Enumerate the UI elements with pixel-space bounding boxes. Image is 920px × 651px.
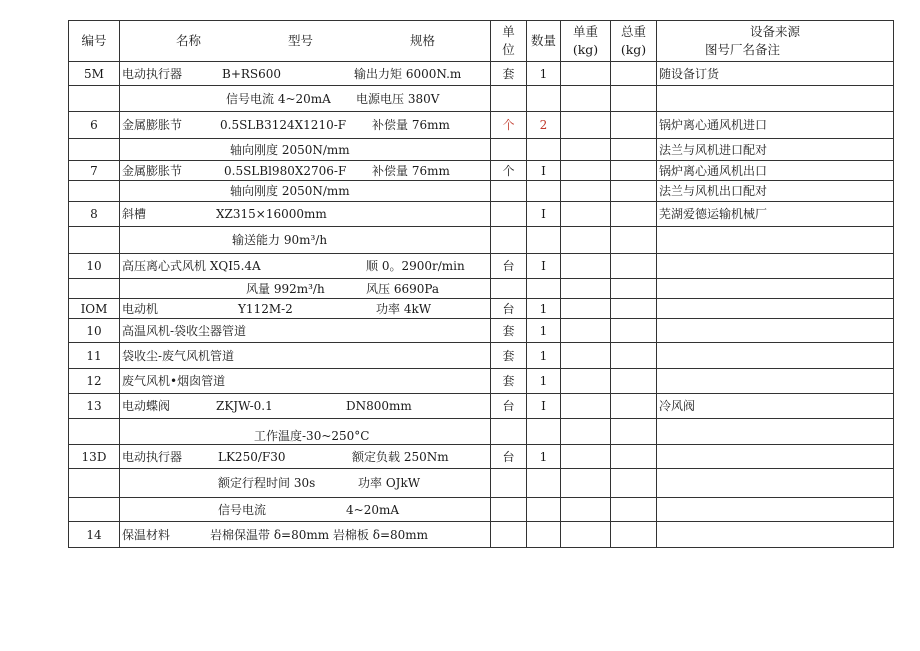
- row-name: 电动蝶阀: [122, 399, 171, 413]
- row-code: 6: [69, 112, 120, 139]
- row-code: 14: [69, 522, 120, 548]
- row-sub-a: 轴向刚度 2050N∕mm: [230, 142, 350, 157]
- header-labels: [122, 34, 488, 48]
- header-total-weight-line2: (kg): [620, 42, 647, 57]
- row-desc-line: [122, 118, 488, 132]
- row-desc: [120, 181, 491, 202]
- row-desc: [120, 254, 491, 279]
- equipment-list-sheet: [68, 20, 893, 548]
- row-spec: 额定负载 250Nm: [352, 449, 449, 464]
- row-name: 电动机: [122, 301, 159, 316]
- row-model: 岩棉保温带 δ=80mm 岩棉板 δ=80mm: [210, 527, 429, 542]
- row-total-weight: [611, 181, 657, 202]
- row-source: 冷风阀: [657, 394, 894, 419]
- row-desc-line: [122, 184, 488, 198]
- table-row: [69, 139, 894, 161]
- row-code: 8: [69, 202, 120, 227]
- header-row: [69, 21, 894, 62]
- row-qty: 1: [527, 299, 561, 319]
- row-total-weight: [611, 227, 657, 254]
- row-desc-line: [122, 425, 488, 443]
- row-source: [657, 522, 894, 548]
- row-total-weight: [611, 161, 657, 181]
- row-code: [69, 469, 120, 498]
- header-code: 编号: [69, 21, 120, 62]
- row-desc-line: [122, 233, 488, 247]
- row-desc: [120, 112, 491, 139]
- header-total-weight: [611, 21, 657, 62]
- table-row: [69, 161, 894, 181]
- row-name: 斜槽: [122, 207, 147, 221]
- row-source: 锅炉离心通风机出口: [657, 161, 894, 181]
- row-qty: 1: [527, 445, 561, 469]
- row-source: 随设备订货: [657, 62, 894, 86]
- row-total-weight: [611, 202, 657, 227]
- row-qty: 1: [527, 369, 561, 394]
- row-unit: [491, 202, 527, 227]
- row-total-weight: [611, 139, 657, 161]
- header-name: 名称: [176, 33, 202, 48]
- row-unit-weight: [561, 419, 611, 445]
- row-desc-line: [122, 302, 488, 316]
- row-desc: [120, 202, 491, 227]
- row-code: [69, 279, 120, 299]
- row-unit: [491, 86, 527, 112]
- row-total-weight: [611, 498, 657, 522]
- row-unit-weight: [561, 112, 611, 139]
- row-desc: [120, 419, 491, 445]
- row-name: 高温风机-袋收尘器管道: [120, 319, 491, 343]
- row-total-weight: [611, 299, 657, 319]
- row-qty: 1: [527, 319, 561, 343]
- row-sub-a: 风量 992m³/h: [246, 281, 325, 296]
- row-unit-weight: [561, 254, 611, 279]
- row-sub-a: 输送能力 90m³∕h: [232, 233, 328, 247]
- row-total-weight: [611, 62, 657, 86]
- row-unit: [491, 498, 527, 522]
- table-row: [69, 445, 894, 469]
- row-unit: 台: [491, 254, 527, 279]
- row-source: [657, 254, 894, 279]
- row-name: 电动执行器: [122, 66, 183, 81]
- row-source: 锅炉离心通风机进口: [657, 112, 894, 139]
- row-source: [657, 319, 894, 343]
- row-desc-line: [122, 528, 488, 542]
- row-total-weight: [611, 522, 657, 548]
- row-qty: 2: [527, 112, 561, 139]
- row-source: 芜湖爱德运输机械厂: [657, 202, 894, 227]
- row-qty: I: [527, 202, 561, 227]
- header-unit-weight-line2: (kg): [572, 42, 599, 57]
- row-sub-a: 信号电流: [218, 502, 267, 517]
- row-sub-b: 4~20mA: [346, 502, 400, 517]
- table-row: [69, 369, 894, 394]
- row-code: 12: [69, 369, 120, 394]
- row-unit: 套: [491, 319, 527, 343]
- row-desc-line: [122, 67, 488, 81]
- row-desc: [120, 522, 491, 548]
- row-model: Y112M-2: [238, 301, 293, 316]
- row-spec: DN800mm: [346, 399, 412, 413]
- row-code: 13D: [69, 445, 120, 469]
- header-total-weight-line1: 总重: [620, 24, 646, 39]
- row-spec: 补偿量 76mm: [372, 118, 450, 132]
- row-unit: [491, 227, 527, 254]
- row-desc-line: [122, 92, 488, 106]
- row-total-weight: [611, 112, 657, 139]
- row-unit: [491, 419, 527, 445]
- row-total-weight: [611, 445, 657, 469]
- row-desc: [120, 469, 491, 498]
- row-sub-a: 工作温度-30~250°C: [254, 428, 370, 443]
- row-unit-weight: [561, 181, 611, 202]
- table-row: [69, 522, 894, 548]
- table-row: [69, 419, 894, 445]
- table-row: [69, 279, 894, 299]
- row-total-weight: [611, 469, 657, 498]
- row-unit: 台: [491, 299, 527, 319]
- row-desc-line: [122, 476, 488, 490]
- row-name: 废气风机•烟囱管道: [120, 369, 491, 394]
- row-unit: 套: [491, 62, 527, 86]
- row-qty: [527, 522, 561, 548]
- row-unit-weight: [561, 369, 611, 394]
- row-name: 金属膨胀节: [122, 163, 183, 178]
- row-desc: [120, 445, 491, 469]
- row-model: LK250/F30: [218, 449, 286, 464]
- row-source: [657, 299, 894, 319]
- row-source: [657, 419, 894, 445]
- table-row: [69, 394, 894, 419]
- row-source: [657, 498, 894, 522]
- row-unit-weight: [561, 139, 611, 161]
- row-desc: [120, 62, 491, 86]
- row-sub-b: 风压 6690Pa: [366, 281, 440, 296]
- table-row: [69, 227, 894, 254]
- row-unit-weight: [561, 498, 611, 522]
- row-desc-line: [122, 450, 488, 464]
- row-qty: 1: [527, 62, 561, 86]
- row-qty: 1: [527, 343, 561, 369]
- table-row: [69, 181, 894, 202]
- row-model: ZKJW-0.1: [216, 399, 273, 413]
- row-unit-weight: [561, 445, 611, 469]
- row-unit-weight: [561, 469, 611, 498]
- header-model: 型号: [288, 33, 314, 48]
- row-source: [657, 86, 894, 112]
- row-unit-weight: [561, 343, 611, 369]
- table-row: [69, 498, 894, 522]
- row-source: 法兰与风机出口配对: [657, 181, 894, 202]
- row-qty: I: [527, 394, 561, 419]
- row-unit: 台: [491, 445, 527, 469]
- row-desc-line: [122, 259, 488, 273]
- row-sub-a: 轴向刚度 2050N∕mm: [230, 184, 350, 198]
- table-row: [69, 112, 894, 139]
- row-unit: [491, 279, 527, 299]
- table-row: [69, 86, 894, 112]
- row-qty: [527, 139, 561, 161]
- row-total-weight: [611, 419, 657, 445]
- row-source: 法兰与风机进口配对: [657, 139, 894, 161]
- row-qty: [527, 181, 561, 202]
- row-name: 保温材料: [122, 527, 171, 542]
- row-total-weight: [611, 319, 657, 343]
- row-desc-line: [122, 207, 488, 221]
- row-desc: [120, 279, 491, 299]
- header-source-line1: 设备来源: [749, 24, 800, 39]
- row-qty: [527, 498, 561, 522]
- row-code: [69, 419, 120, 445]
- table-row: [69, 202, 894, 227]
- row-spec: 补偿量 76mm: [372, 163, 450, 178]
- row-model: 0.5SLBl980X2706-F: [224, 163, 347, 178]
- row-unit: [491, 181, 527, 202]
- row-desc: [120, 139, 491, 161]
- row-model: 0.5SLB3124X1210-F: [220, 118, 347, 132]
- row-unit-weight: [561, 86, 611, 112]
- row-unit: [491, 139, 527, 161]
- row-desc-line: [122, 143, 488, 157]
- row-code: 11: [69, 343, 120, 369]
- row-source: [657, 279, 894, 299]
- table-row: [69, 319, 894, 343]
- table-row: [69, 343, 894, 369]
- row-unit-weight: [561, 202, 611, 227]
- row-code: [69, 86, 120, 112]
- row-total-weight: [611, 86, 657, 112]
- equipment-table: [68, 20, 894, 548]
- header-unit-weight-line1: 单重: [572, 24, 598, 39]
- table-row: [69, 469, 894, 498]
- row-code: 10: [69, 319, 120, 343]
- row-total-weight: [611, 343, 657, 369]
- row-name: 高压离心式风机 XQI5.4A: [122, 259, 261, 273]
- row-total-weight: [611, 279, 657, 299]
- row-model: XZ315×16000mm: [216, 207, 327, 221]
- row-spec: 输出力矩 6000N.m: [354, 66, 462, 81]
- row-unit: 个: [491, 112, 527, 139]
- header-spec: 规格: [410, 33, 436, 48]
- header-unit-line2: 位: [502, 42, 515, 57]
- header-source-line2: 图号厂名备注: [705, 42, 781, 57]
- row-unit: [491, 522, 527, 548]
- row-qty: I: [527, 161, 561, 181]
- row-desc: [120, 498, 491, 522]
- row-code: [69, 227, 120, 254]
- row-desc-line: [122, 282, 488, 296]
- row-qty: [527, 419, 561, 445]
- row-code: [69, 139, 120, 161]
- row-name: 袋收尘-废气风机管道: [120, 343, 491, 369]
- row-desc: [120, 161, 491, 181]
- row-unit-weight: [561, 161, 611, 181]
- row-code: 13: [69, 394, 120, 419]
- row-model: B+RS600: [222, 66, 282, 81]
- row-unit: [491, 469, 527, 498]
- row-spec: 顺 0。2900r∕min: [366, 259, 465, 273]
- row-code: [69, 498, 120, 522]
- row-unit: 套: [491, 343, 527, 369]
- header-qty: 数量: [527, 21, 561, 62]
- row-desc-line: [122, 503, 488, 517]
- row-code: 5M: [69, 62, 120, 86]
- row-desc-line: [122, 399, 488, 413]
- row-source: [657, 369, 894, 394]
- row-unit-weight: [561, 279, 611, 299]
- row-qty: I: [527, 254, 561, 279]
- row-qty: [527, 227, 561, 254]
- row-code: IOM: [69, 299, 120, 319]
- row-sub-a: 额定行程时间 30s: [218, 476, 316, 490]
- header-unit-weight: [561, 21, 611, 62]
- row-desc: [120, 299, 491, 319]
- row-name: 电动执行器: [122, 449, 183, 464]
- row-unit-weight: [561, 319, 611, 343]
- row-source: [657, 227, 894, 254]
- row-total-weight: [611, 254, 657, 279]
- table-row: [69, 299, 894, 319]
- row-code: 10: [69, 254, 120, 279]
- row-unit: 套: [491, 369, 527, 394]
- table-row: [69, 254, 894, 279]
- header-name-model-spec: [120, 21, 491, 62]
- row-desc-line: [122, 164, 488, 178]
- table-row: [69, 62, 894, 86]
- row-desc: [120, 86, 491, 112]
- row-total-weight: [611, 394, 657, 419]
- header-unit-line1: 单: [502, 24, 515, 39]
- row-unit-weight: [561, 522, 611, 548]
- row-unit-weight: [561, 227, 611, 254]
- row-qty: [527, 86, 561, 112]
- row-source: [657, 445, 894, 469]
- header-unit: [491, 21, 527, 62]
- row-code: [69, 181, 120, 202]
- row-unit-weight: [561, 299, 611, 319]
- row-unit-weight: [561, 394, 611, 419]
- row-name: 金属膨胀节: [122, 118, 183, 132]
- row-total-weight: [611, 369, 657, 394]
- header-source: [657, 21, 894, 62]
- row-source: [657, 469, 894, 498]
- row-sub-a: 信号电流 4~20mA: [226, 91, 331, 106]
- row-spec: 功率 4kW: [376, 301, 432, 316]
- row-unit: 个: [491, 161, 527, 181]
- row-qty: [527, 279, 561, 299]
- row-sub-b: 功率 OJkW: [358, 476, 421, 490]
- row-code: 7: [69, 161, 120, 181]
- row-desc: [120, 394, 491, 419]
- row-sub-b: 电源电压 380V: [356, 91, 440, 106]
- row-unit: 台: [491, 394, 527, 419]
- row-source: [657, 343, 894, 369]
- row-unit-weight: [561, 62, 611, 86]
- row-qty: [527, 469, 561, 498]
- row-desc: [120, 227, 491, 254]
